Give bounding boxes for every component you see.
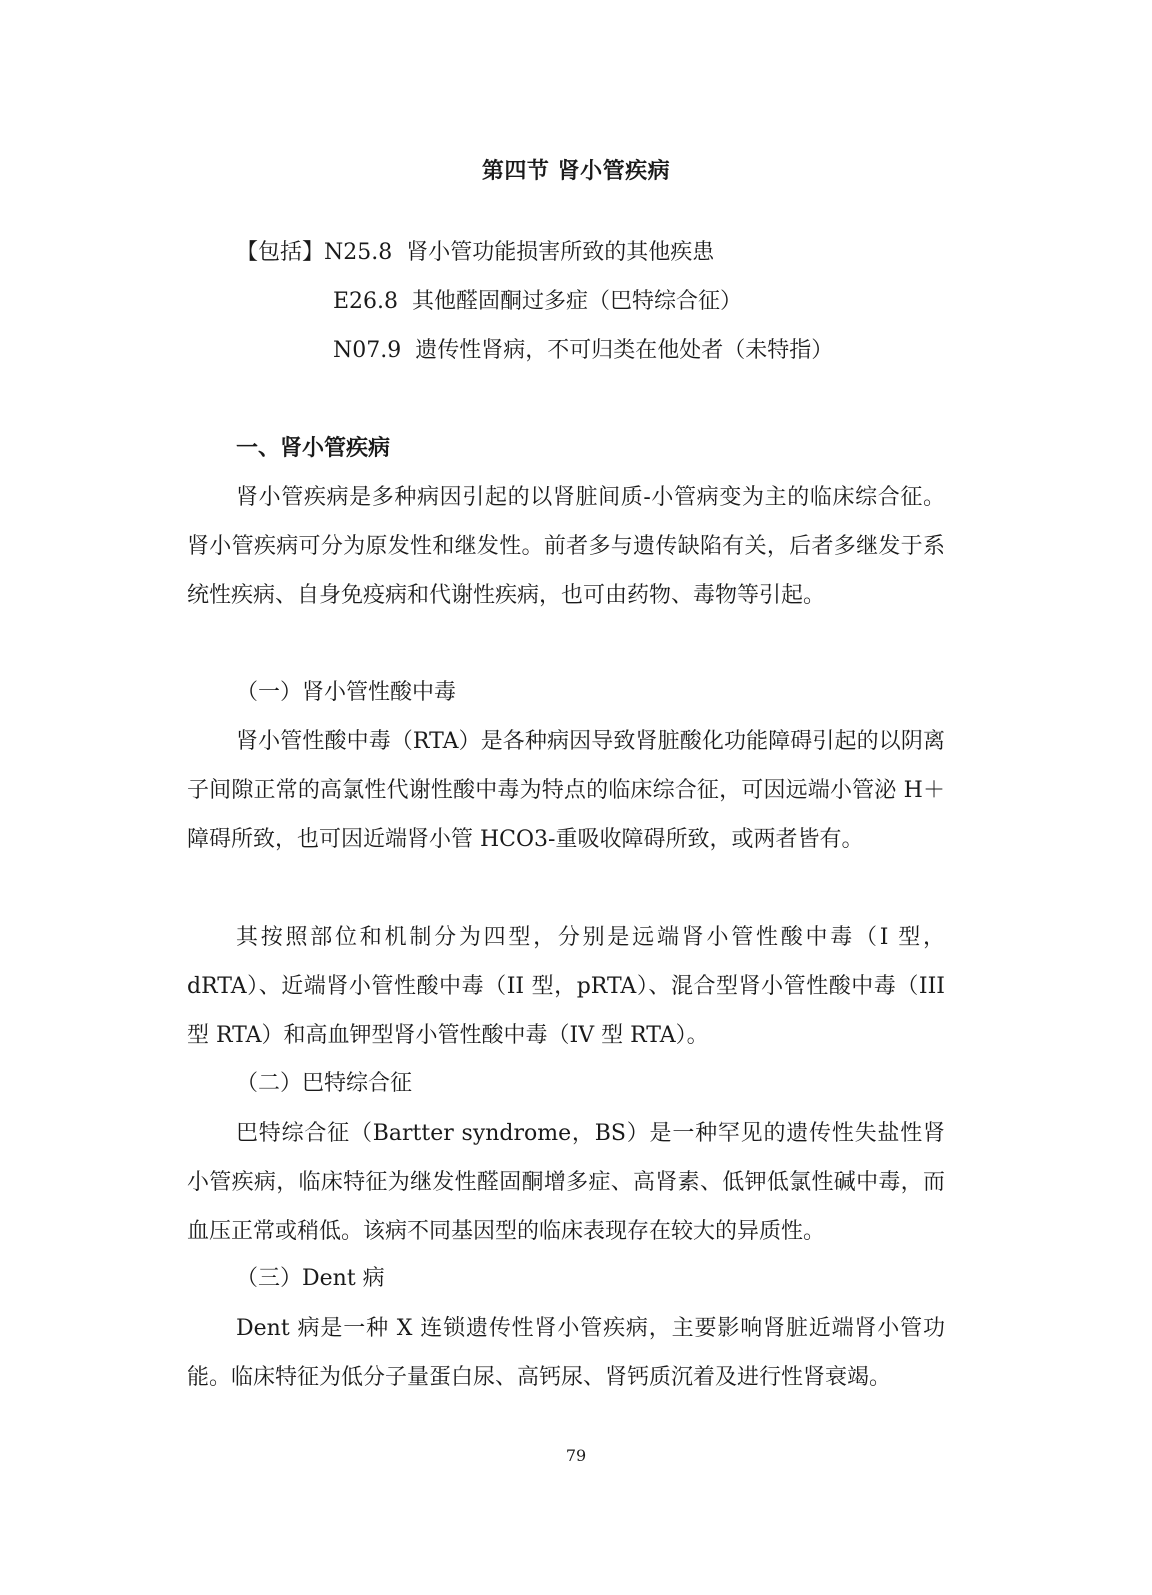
section-heading: 一、肾小管疾病	[236, 436, 391, 461]
subsection-heading-dent: （三）Dent 病	[236, 1266, 385, 1291]
bartter-paragraph: 巴特综合征（Bartter syndrome，BS）是一种罕见的遗传性失盐性肾小管疾病，临床特征为继发性醛固酮增多症、高肾素、低钾低氯性碱中毒，而血压正常或稍低。该病不同基因型的临床表现存在较大的异质性。	[187, 1121, 945, 1244]
rta-paragraph-1: 肾小管性酸中毒（RTA）是各种病因导致肾脏酸化功能障碍引起的以阴离子间隙正常的高氯性代谢性酸中毒为特点的临床综合征，可因远端小管泌 H＋障碍所致，也可因近端肾小管 HCO3-重吸收障碍所致，或两者皆有。	[187, 729, 945, 852]
dent-paragraph: Dent 病是一种 X 连锁遗传性肾小管疾病，主要影响肾脏近端肾小管功能。临床特征为低分子量蛋白尿、高钙尿、肾钙质沉着及进行性肾衰竭。	[187, 1316, 945, 1390]
subsection-heading-rta: （一）肾小管性酸中毒	[236, 680, 457, 705]
subsection-heading-bartter: （二）巴特综合征	[236, 1071, 413, 1096]
icd-code: N25.8	[324, 240, 393, 265]
includes-label: 【包括】	[236, 240, 325, 265]
includes-line-2	[333, 282, 742, 322]
page-number: 79	[565, 1446, 587, 1465]
includes-line-1	[236, 233, 714, 273]
icd-description: 肾小管功能损害所致的其他疾患	[406, 240, 715, 265]
icd-description: 其他醛固酮过多症（巴特综合征）	[412, 289, 743, 314]
icd-code: E26.8	[333, 289, 399, 314]
section-title: 第四节 肾小管疾病	[481, 159, 671, 184]
icd-code: N07.9	[333, 338, 402, 363]
intro-paragraph: 肾小管疾病是多种病因引起的以肾脏间质-小管病变为主的临床综合征。肾小管疾病可分为原发性和继发性。前者多与遗传缺陷有关，后者多继发于系统性疾病、自身免疫病和代谢性疾病，也可由药物、毒物等引起。	[187, 485, 945, 608]
icd-description: 遗传性肾病，不可归类在他处者（未特指）	[415, 338, 834, 363]
rta-paragraph-2: 其按照部位和机制分为四型，分别是远端肾小管性酸中毒（I 型，dRTA）、近端肾小管性酸中毒（II 型，pRTA）、混合型肾小管性酸中毒（III 型 RTA）和高血钾型肾小管性酸中毒（IV 型 RTA）。	[187, 925, 945, 1048]
includes-line-3	[333, 331, 833, 371]
